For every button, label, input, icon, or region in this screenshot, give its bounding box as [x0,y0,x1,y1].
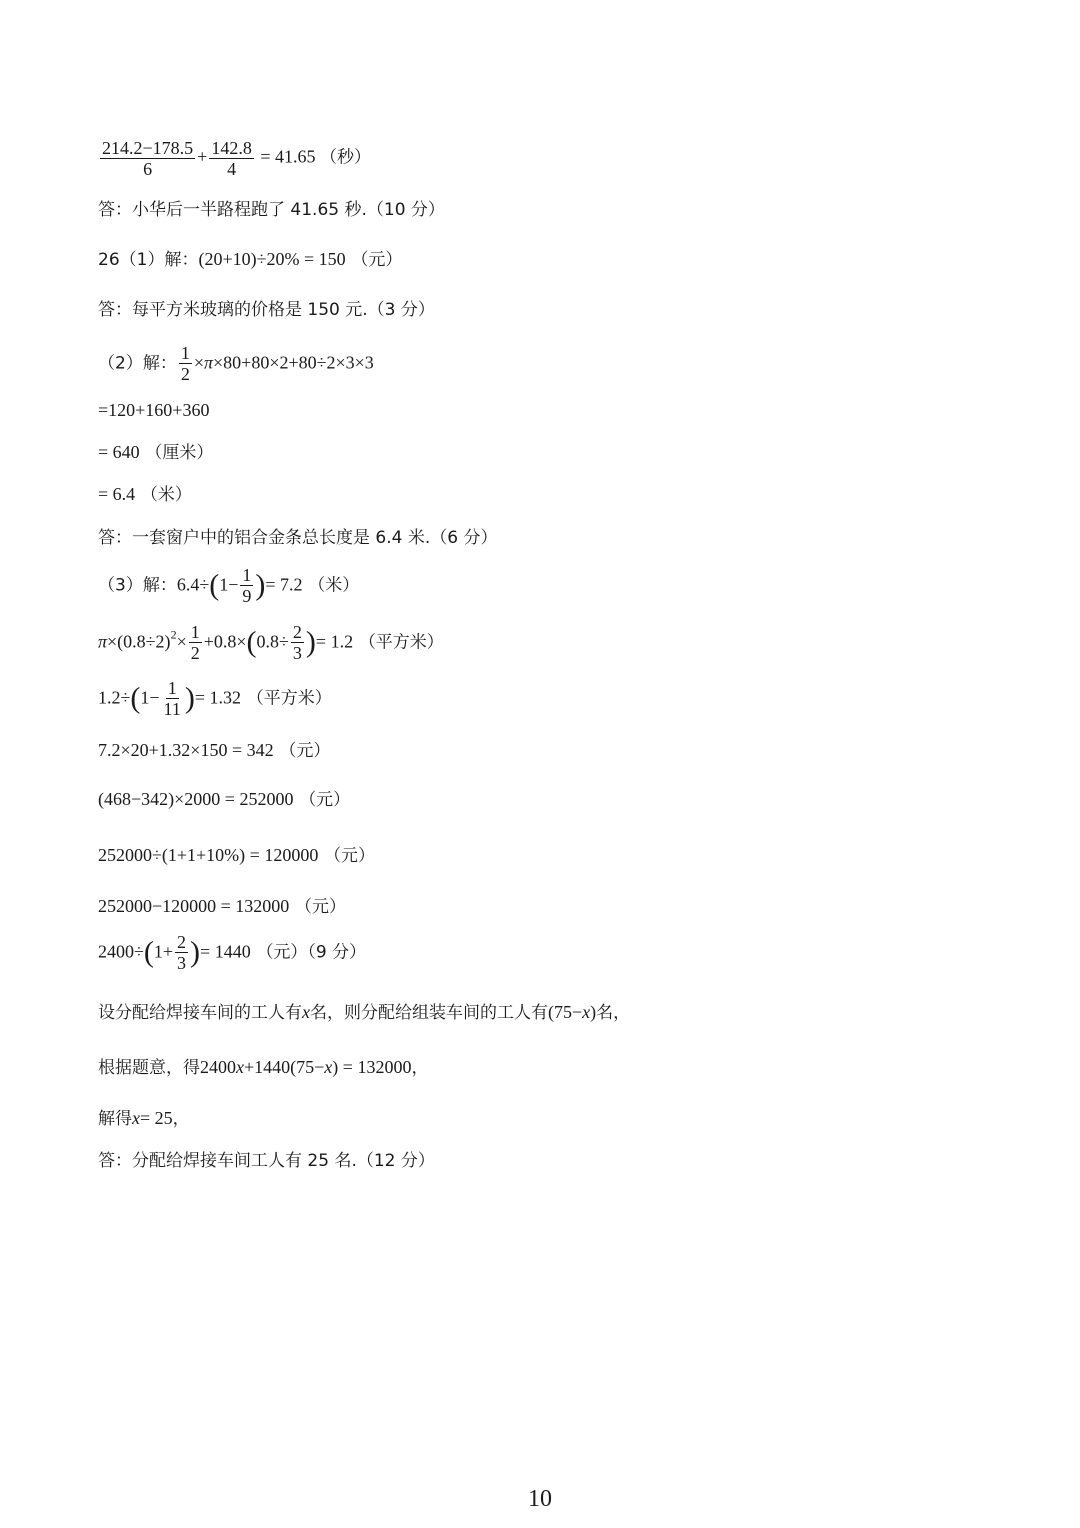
right-paren: ) [255,568,266,602]
expression: 2400 [200,1057,236,1077]
equation-line-6: =120+160+360 [98,400,210,420]
equation-line-13 [98,738,330,763]
unit: （元） [295,897,347,917]
denominator: 4 [227,159,237,179]
denominator: 2 [190,643,200,663]
unit: （厘米） [145,443,214,463]
left-paren: ( [246,625,257,659]
numerator: 2 [177,932,187,952]
fraction [162,678,183,719]
expression: 2400÷ [98,941,144,962]
equation-line-7 [98,440,213,465]
result: = 1.32 [194,687,242,708]
answer-line-4: 答：分配给焊接车间工人有 25 名.（12 分） [98,1151,435,1171]
result: = 1.2 [315,631,354,652]
answer-line-1: 答：小华后一半路程跑了 41.65 秒.（10 分） [98,200,445,220]
result: = 7.2 [265,574,303,595]
equation-line-15 [98,843,375,868]
variable: x [324,1057,333,1077]
expression: = 25 [140,1108,173,1128]
right-paren: ) [184,681,195,715]
expression: 0.8÷ [256,631,289,652]
denominator: 2 [180,364,190,384]
fraction [240,565,253,606]
numerator: 1 [167,678,177,698]
question-label: 26（1）解： [98,250,199,270]
expression: 6.4÷ [176,574,210,595]
unit: （元） [324,846,376,866]
answer-line-3: 答：一套窗户中的铝合金条总长度是 6.4 米.（6 分） [98,528,498,548]
expression: 1.2÷ [98,687,131,708]
equation-line-16 [98,894,346,919]
pi-symbol: π [98,631,108,652]
equation-line-5 [98,343,374,384]
text-line-18 [98,1000,630,1025]
fraction [189,622,202,663]
numerator: 214.2−178.5 [102,138,194,158]
equation-line-11 [98,622,444,663]
equation-line-3 [98,247,402,272]
variable: x [132,1108,140,1128]
operator: × [193,352,204,373]
pi-symbol: π [203,352,214,373]
text: ， [411,1058,429,1078]
page-number: 10 [528,1486,552,1512]
expression: (20+10)÷20% = 150 [198,249,346,269]
fraction [175,932,188,973]
expression: ) [590,1002,597,1022]
text: 设分配给焊接车间的工人有 [98,1003,302,1023]
left-paren: ( [143,935,154,969]
equation-line-1 [98,138,371,179]
text: 根据题意，得 [98,1058,200,1078]
denominator: 9 [242,586,252,606]
question-label: （3）解： [98,575,177,596]
text-line-19 [98,1055,428,1080]
expression: 252000−120000 = 132000 [98,896,290,916]
text-line-20 [98,1106,190,1131]
expression: 1− [219,574,239,595]
variable: x [302,1002,310,1022]
expression: 252000÷(1+1+10%) = 120000 [98,845,319,865]
denominator: 6 [143,159,153,179]
expression: (468−342)×2000 = 252000 [98,789,294,809]
equation-line-14 [98,787,350,812]
expression: (75− [548,1002,583,1022]
numerator: 142.8 [211,138,252,158]
unit: （元）（9 分） [256,942,367,963]
result: = 1440 [200,941,251,962]
unit: （元） [299,790,351,810]
expression: 7.2×20+1.32×150 = 342 [98,740,274,760]
expression: = 640 [98,442,140,462]
fraction [179,343,192,384]
expression: ) = 132000 [332,1057,412,1077]
question-label: （2）解： [98,353,177,374]
denominator: 3 [292,643,302,663]
equation-line-8 [98,482,192,507]
numerator: 1 [242,565,252,585]
right-paren: ) [190,935,201,969]
variable: x [236,1057,244,1077]
result: = 41.65 [260,146,316,167]
unit: （秒） [319,147,371,168]
unit: （米） [140,485,192,505]
unit: （平方米） [246,688,332,709]
text: 名，则分配给组装车间的工人有 [310,1003,548,1023]
variable: x [582,1002,591,1022]
text: ， [172,1109,190,1129]
expression: ×80+80×2+80÷2×3×3 [213,352,374,373]
fraction [209,138,254,179]
unit: （米） [308,575,360,596]
answer-line-2: 答：每平方米玻璃的价格是 150 元.（3 分） [98,300,435,320]
expression: 1+ [153,941,174,962]
equation-line-10 [98,565,359,606]
numerator: 1 [180,343,190,363]
equation-line-12 [98,678,332,719]
exponent: 2 [170,627,177,642]
plus-sign: + [197,146,208,167]
expression: = 6.4 [98,484,136,504]
fraction [291,622,304,663]
fraction [100,138,195,179]
expression: +1440(75− [244,1057,325,1077]
right-paren: ) [305,625,316,659]
left-paren: ( [130,681,141,715]
denominator: 11 [163,699,181,719]
text: 名， [596,1003,631,1023]
left-paren: ( [209,568,220,602]
numerator: 1 [190,622,200,642]
expression: ×(0.8÷2) [107,631,171,652]
unit: （平方米） [358,632,444,653]
numerator: 2 [292,622,302,642]
denominator: 3 [177,953,187,973]
operator: × [176,631,187,652]
equation-line-17 [98,932,366,973]
unit: （元） [351,250,403,270]
expression: +0.8× [203,631,247,652]
expression: 1− [140,687,160,708]
text: 解得 [98,1109,132,1129]
unit: （元） [279,741,331,761]
